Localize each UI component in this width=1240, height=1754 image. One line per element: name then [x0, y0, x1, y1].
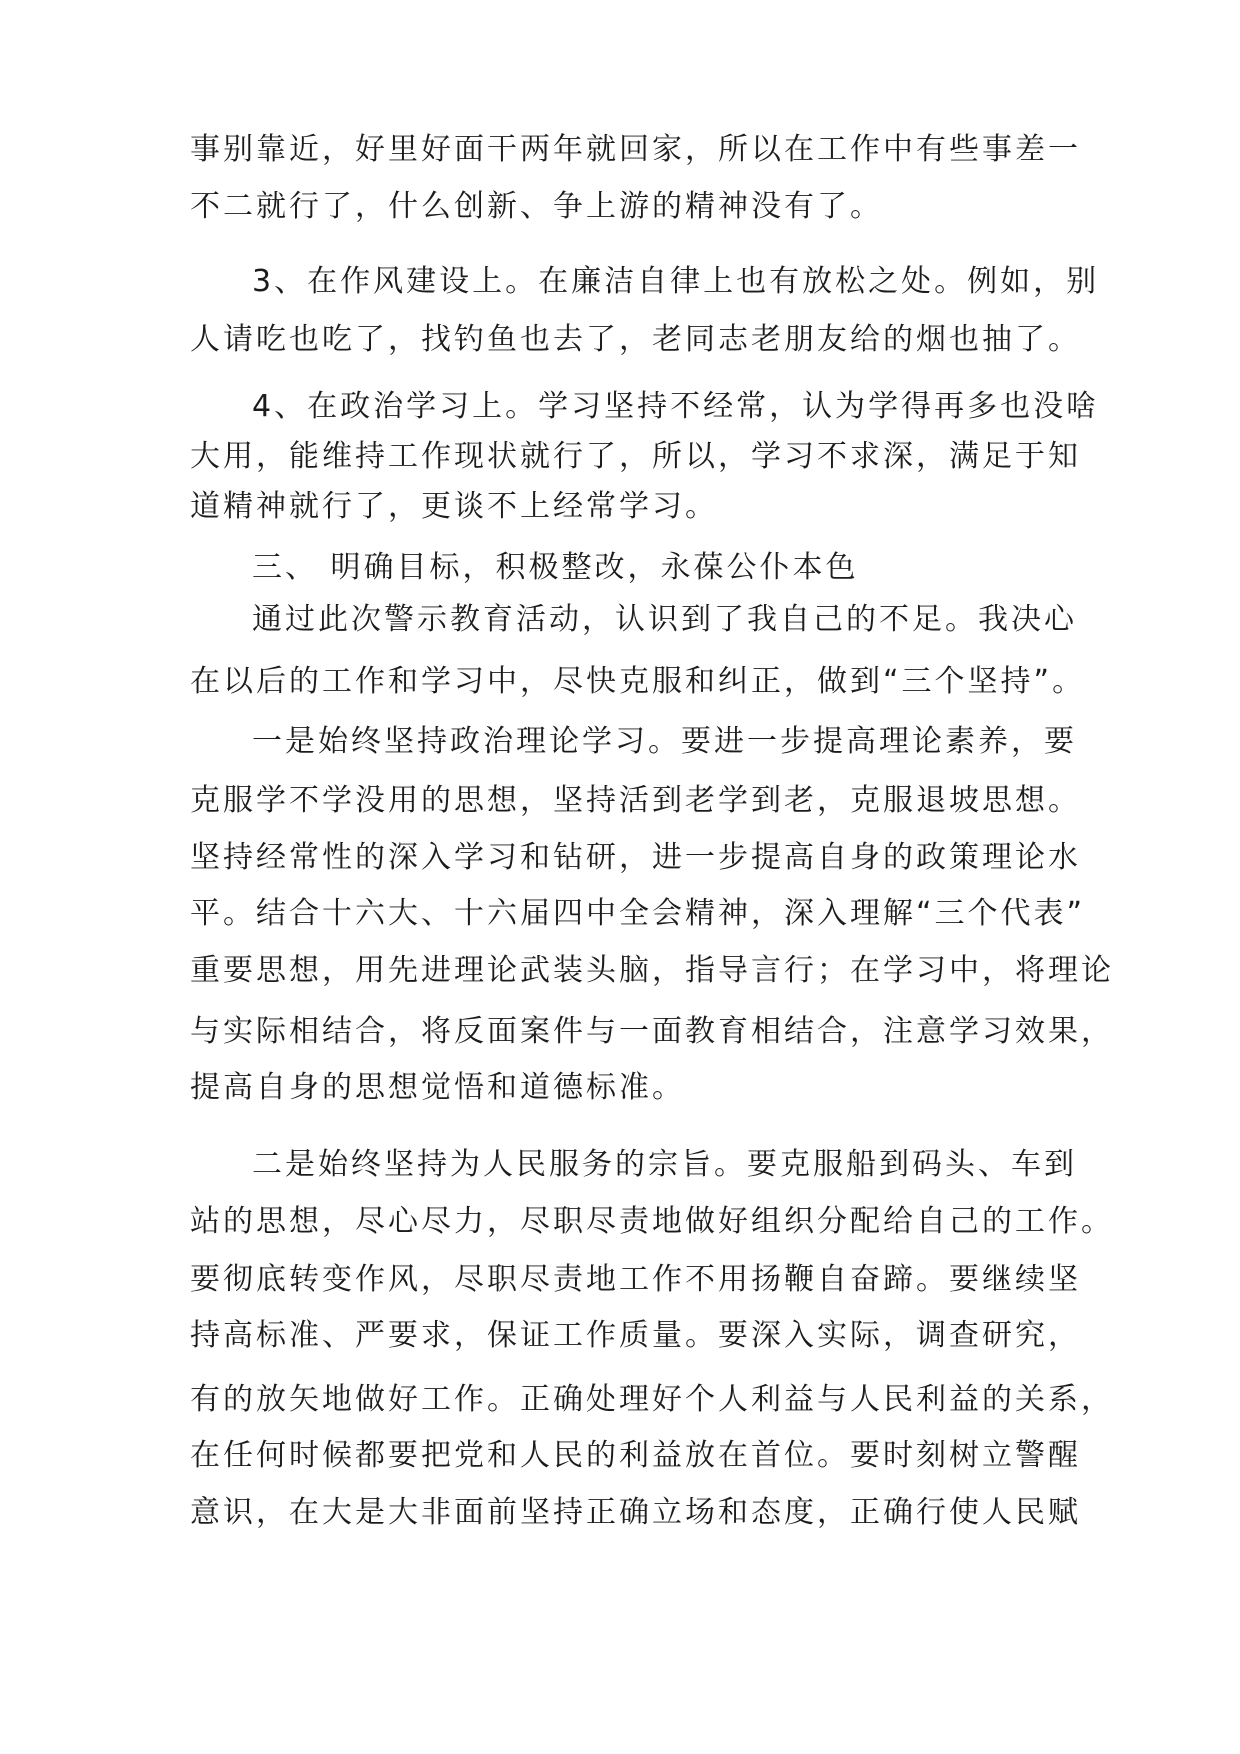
text-line: 在以后的工作和学习中，尽快克服和纠正，做到“三个坚持”。 [190, 664, 1086, 699]
text-line: 在任何时候都要把党和人民的利益放在首位。要时刻树立警醒 [190, 1438, 1081, 1473]
text-line: 有的放矢地做好工作。正确处理好个人利益与人民利益的关系， [190, 1382, 1114, 1417]
text-line: 事别靠近，好里好面干两年就回家，所以在工作中有些事差一 [190, 132, 1081, 167]
text-line: 不二就行了，什么创新、争上游的精神没有了。 [190, 189, 883, 224]
text-line: 克服学不学没用的思想，坚持活到老学到老，克服退坡思想。 [190, 783, 1081, 818]
text-line: 4、在政治学习上。学习坚持不经常，认为学得再多也没啥 [252, 389, 1100, 424]
text-line: 要彻底转变作风，尽职尽责地工作不用扬鞭自奋蹄。要继续坚 [190, 1262, 1081, 1297]
text-line: 重要思想，用先进理论武装头脑，指导言行；在学习中，将理论 [190, 953, 1114, 988]
text-line: 意识，在大是大非面前坚持正确立场和态度，正确行使人民赋 [190, 1495, 1081, 1530]
text-line: 人请吃也吃了，找钓鱼也去了，老同志老朋友给的烟也抽了。 [190, 322, 1081, 357]
section-heading: 三、 明确目标，积极整改，永葆公仆本色 [252, 550, 859, 585]
text-line: 一是始终坚持政治理论学习。要进一步提高理论素养，要 [252, 724, 1077, 759]
text-line: 提高自身的思想觉悟和道德标准。 [190, 1070, 685, 1105]
text-line: 站的思想，尽心尽力，尽职尽责地做好组织分配给自己的工作。 [190, 1204, 1114, 1239]
text-line: 大用，能维持工作现状就行了，所以，学习不求深，满足于知 [190, 439, 1081, 474]
text-line: 与实际相结合，将反面案件与一面教育相结合，注意学习效果， [190, 1014, 1114, 1049]
text-line: 坚持经常性的深入学习和钻研，进一步提高自身的政策理论水 [190, 840, 1081, 875]
text-line: 二是始终坚持为人民服务的宗旨。要克服船到码头、车到 [252, 1147, 1077, 1182]
text-line: 持高标准、严要求，保证工作质量。要深入实际，调查研究， [190, 1318, 1081, 1353]
text-line: 道精神就行了，更谈不上经常学习。 [190, 489, 718, 524]
text-line: 3、在作风建设上。在廉洁自律上也有放松之处。例如，别 [252, 264, 1100, 299]
text-line: 平。结合十六大、十六届四中全会精神，深入理解“三个代表” [190, 896, 1086, 931]
text-line: 通过此次警示教育活动，认识到了我自己的不足。我决心 [252, 602, 1077, 637]
